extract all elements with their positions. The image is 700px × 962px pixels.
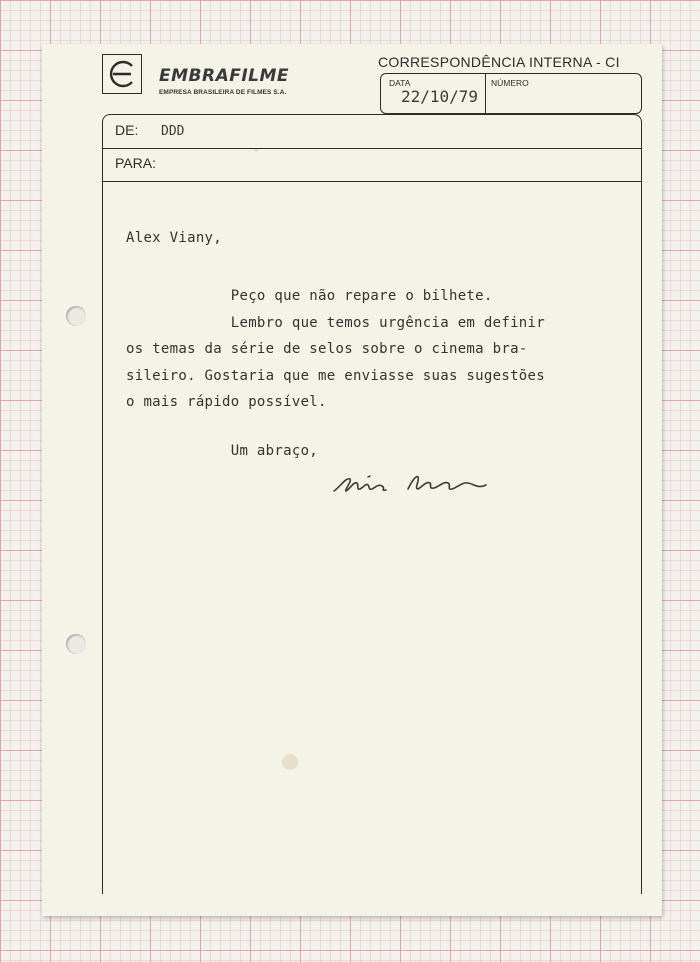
- letter-line: Lembro que temos urgência em definir: [126, 315, 545, 331]
- to-label: PARA:: [115, 155, 156, 171]
- document-type-title: CORRESPONDÊNCIA INTERNA - CI: [378, 54, 620, 70]
- date-number-box: [380, 73, 642, 114]
- brand-subtitle: EMPRESA BRASILEIRA DE FILMES S.A.: [159, 89, 287, 96]
- punch-hole-top: [66, 306, 86, 326]
- from-label: DE:: [115, 122, 139, 138]
- date-value: 22/10/79: [401, 87, 479, 106]
- number-label: NÚMERO: [491, 78, 529, 88]
- brand-name: EMBRAFILME: [159, 66, 290, 86]
- letter-line: sileiro. Gostaria que me enviasse suas sugestões: [126, 368, 545, 384]
- letter-line: Peço que não repare o bilhete.: [126, 288, 493, 304]
- divider-to: [102, 181, 642, 182]
- date-number-divider: [485, 74, 486, 113]
- logo-mark: [102, 54, 142, 94]
- divider-from: [102, 148, 642, 149]
- from-value: DDD: [161, 124, 185, 139]
- letter-salutation: Alex Viany,: [126, 230, 223, 246]
- handwritten-signature-icon: [330, 469, 495, 499]
- memo-sheet: [42, 44, 662, 916]
- letter-line: os temas da série de selos sobre o cinema bra-: [126, 341, 528, 357]
- embrafilme-logo-icon: [105, 57, 139, 91]
- letter-line: o mais rápido possível.: [126, 394, 327, 410]
- letter-closing: Um abraço,: [126, 443, 319, 459]
- punch-hole-bottom: [66, 634, 86, 654]
- date-label: DATA: [389, 78, 411, 88]
